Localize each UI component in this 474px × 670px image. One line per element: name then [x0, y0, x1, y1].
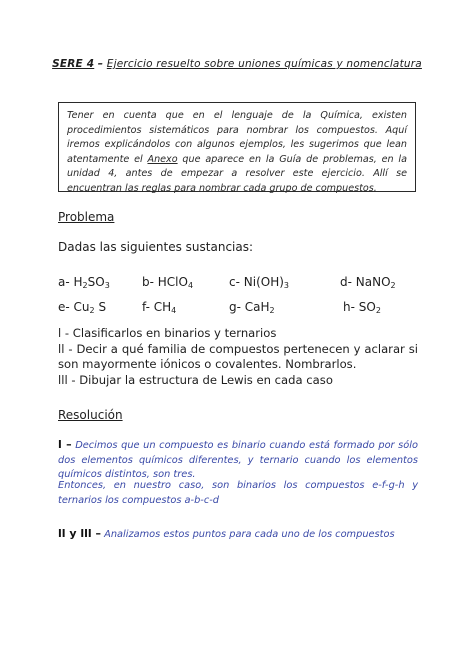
- substance-f: f- $CH_4$: [142, 300, 177, 315]
- answer-3-text: Analizamos estos puntos para cada uno de los compuestos: [101, 529, 395, 540]
- resolution-heading: Resolución: [58, 408, 123, 422]
- answer-2: Entonces, en nuestro caso, son binarios los compuestos e-f-g-h y ternarios los compuestos a-b-c-d: [58, 480, 418, 506]
- questions-list: [58, 326, 418, 388]
- question-3: lll - Dibujar la estructura de Lewis en cada caso: [58, 372, 333, 387]
- question-2: ll - Decir a qué familia de compuestos pertenecen y aclarar si son mayormente iónicos o covalentes. Nombrarlos.: [58, 341, 418, 371]
- intro-text-end: que aparece en la Guía de problemas, en la unidad 4, antes de empezar a resolver este ejercicio. Allí se encuentran las reglas para nombrar cada grupo de compuestos.: [67, 153, 407, 194]
- substance-h: h- $SO_2$: [343, 300, 381, 315]
- answer-1-text: Decimos que un compuesto es binario cuando está formado por sólo dos elementos químicos diferentes, y ternario cuando los elementos químicos distintos, son tres.: [58, 440, 418, 480]
- intro-text-start: Tener en cuenta que en el lenguaje de la Química, existen procedimientos sistemáticos para nombrar los compuestos. Aquí iremos explicándolos con algunos ejemplos, les sugerimos que lean atentamente el: [67, 110, 407, 165]
- substance-b: b- HClO$_4$: [142, 275, 194, 290]
- intro-note-box: [58, 102, 416, 192]
- problem-instruction: Dadas las siguientes sustancias:: [58, 240, 254, 254]
- document-header: [0, 58, 474, 70]
- question-1: l - Clasificarlos en binarios y ternarios: [58, 326, 277, 340]
- substance-g: g- CaH$_2$: [229, 300, 275, 315]
- answer-3-number: ll y lll –: [58, 527, 102, 540]
- series-label: SERE 4: [52, 58, 95, 70]
- problem-heading: Problema: [58, 210, 115, 224]
- substance-d: d- NaNO$_2$: [340, 275, 396, 290]
- header-separator: –: [97, 58, 104, 70]
- anexo-link: Anexo: [147, 153, 178, 165]
- answer-1: [58, 438, 418, 483]
- header-subject: Ejercicio resuelto sobre uniones químicas y nomenclatura: [106, 58, 422, 70]
- substance-c: c- $Ni(OH)_3$: [229, 275, 290, 290]
- answer-1-number: l –: [58, 438, 72, 451]
- answer-3: [58, 527, 418, 543]
- substance-e: e- $Cu_2$ S: [58, 300, 107, 315]
- substance-a: a- $H_2SO_3$: [58, 275, 110, 290]
